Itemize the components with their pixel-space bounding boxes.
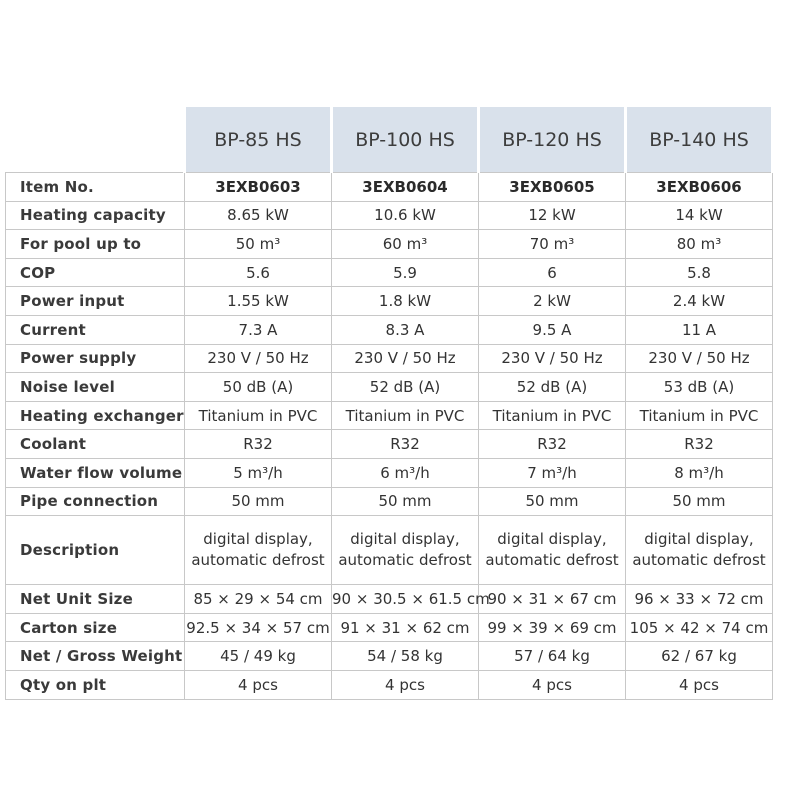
spec-cell: 54 / 58 kg [332,642,479,671]
spec-cell: 50 m³ [185,230,332,259]
spec-cell: 70 m³ [479,230,626,259]
spec-cell: R32 [626,430,773,459]
spec-row-label: Heating capacity [6,201,185,230]
spec-row-label: Water flow volume [6,458,185,487]
spec-table-body [6,173,773,700]
spec-cell: 62 / 67 kg [626,642,773,671]
spec-cell: 92.5 × 34 × 57 cm [185,613,332,642]
spec-cell: 14 kW [626,201,773,230]
spec-cell: 1.55 kW [185,287,332,316]
spec-cell: digital display, automatic defrost [185,516,332,585]
spec-cell: Titanium in PVC [479,401,626,430]
spec-cell: 8.65 kW [185,201,332,230]
spec-cell: 230 V / 50 Hz [626,344,773,373]
spec-row [6,487,773,516]
spec-cell: digital display, automatic defrost [626,516,773,585]
spec-cell: 230 V / 50 Hz [332,344,479,373]
model-header: BP-140 HS [626,107,773,173]
spec-cell: 6 m³/h [332,458,479,487]
spec-cell: 230 V / 50 Hz [185,344,332,373]
spec-cell: Titanium in PVC [332,401,479,430]
spec-row [6,401,773,430]
spec-cell: 105 × 42 × 74 cm [626,613,773,642]
spec-cell: 99 × 39 × 69 cm [479,613,626,642]
spec-cell: 85 × 29 × 54 cm [185,585,332,614]
spec-row [6,201,773,230]
spec-row-label: Qty on plt [6,670,185,699]
spec-cell: 4 pcs [185,670,332,699]
spec-row [6,315,773,344]
spec-row-label: For pool up to [6,230,185,259]
spec-row-label: Noise level [6,373,185,402]
spec-row [6,230,773,259]
spec-row-label: COP [6,258,185,287]
spec-row-label: Net Unit Size [6,585,185,614]
spec-cell: 52 dB (A) [332,373,479,402]
spec-cell: 5 m³/h [185,458,332,487]
spec-cell: 5.6 [185,258,332,287]
header-corner [6,107,185,173]
spec-row-label: Power supply [6,344,185,373]
spec-row-label: Coolant [6,430,185,459]
model-header: BP-100 HS [332,107,479,173]
spec-cell: 53 dB (A) [626,373,773,402]
spec-cell: 57 / 64 kg [479,642,626,671]
spec-cell: 45 / 49 kg [185,642,332,671]
spec-row-label: Description [6,516,185,585]
spec-cell: 3EXB0603 [185,173,332,202]
spec-row [6,585,773,614]
spec-row [6,173,773,202]
spec-row [6,373,773,402]
spec-row [6,516,773,585]
spec-cell: 8 m³/h [626,458,773,487]
spec-cell: 6 [479,258,626,287]
spec-row-label: Net / Gross Weight [6,642,185,671]
spec-row-label: Carton size [6,613,185,642]
spec-cell: 4 pcs [479,670,626,699]
spec-cell: 91 × 31 × 62 cm [332,613,479,642]
spec-row-label: Item No. [6,173,185,202]
spec-cell: 1.8 kW [332,287,479,316]
spec-row [6,287,773,316]
spec-cell: 2 kW [479,287,626,316]
spec-cell: 7 m³/h [479,458,626,487]
spec-cell: 10.6 kW [332,201,479,230]
spec-cell: 3EXB0604 [332,173,479,202]
spec-cell: 12 kW [479,201,626,230]
spec-cell: 4 pcs [626,670,773,699]
spec-cell: Titanium in PVC [626,401,773,430]
spec-cell: 50 mm [479,487,626,516]
model-header: BP-120 HS [479,107,626,173]
spec-cell: 11 A [626,315,773,344]
spec-row [6,613,773,642]
spec-cell: 4 pcs [332,670,479,699]
spec-cell: 3EXB0606 [626,173,773,202]
spec-cell: 90 × 31 × 67 cm [479,585,626,614]
spec-row [6,642,773,671]
spec-row-label: Current [6,315,185,344]
spec-cell: 2.4 kW [626,287,773,316]
spec-cell: 80 m³ [626,230,773,259]
spec-cell: 7.3 A [185,315,332,344]
spec-cell: R32 [479,430,626,459]
spec-cell: 8.3 A [332,315,479,344]
spec-row-label: Power input [6,287,185,316]
spec-cell: 50 mm [185,487,332,516]
spec-cell: digital display, automatic defrost [479,516,626,585]
spec-cell: 230 V / 50 Hz [479,344,626,373]
spec-cell: digital display, automatic defrost [332,516,479,585]
spec-cell: 50 mm [626,487,773,516]
spec-table [5,107,774,700]
spec-cell: 9.5 A [479,315,626,344]
spec-cell: R32 [185,430,332,459]
spec-cell: 5.8 [626,258,773,287]
spec-cell: 3EXB0605 [479,173,626,202]
spec-cell: 50 mm [332,487,479,516]
spec-cell: 60 m³ [332,230,479,259]
spec-row [6,430,773,459]
model-header-row [6,107,773,173]
spec-cell: 50 dB (A) [185,373,332,402]
spec-row [6,258,773,287]
spec-row [6,670,773,699]
spec-row [6,458,773,487]
spec-cell: Titanium in PVC [185,401,332,430]
model-header: BP-85 HS [185,107,332,173]
spec-cell: 5.9 [332,258,479,287]
spec-row-label: Heating exchanger [6,401,185,430]
spec-row [6,344,773,373]
spec-cell: R32 [332,430,479,459]
spec-cell: 96 × 33 × 72 cm [626,585,773,614]
spec-row-label: Pipe connection [6,487,185,516]
spec-cell: 90 × 30.5 × 61.5 cm [332,585,479,614]
spec-cell: 52 dB (A) [479,373,626,402]
